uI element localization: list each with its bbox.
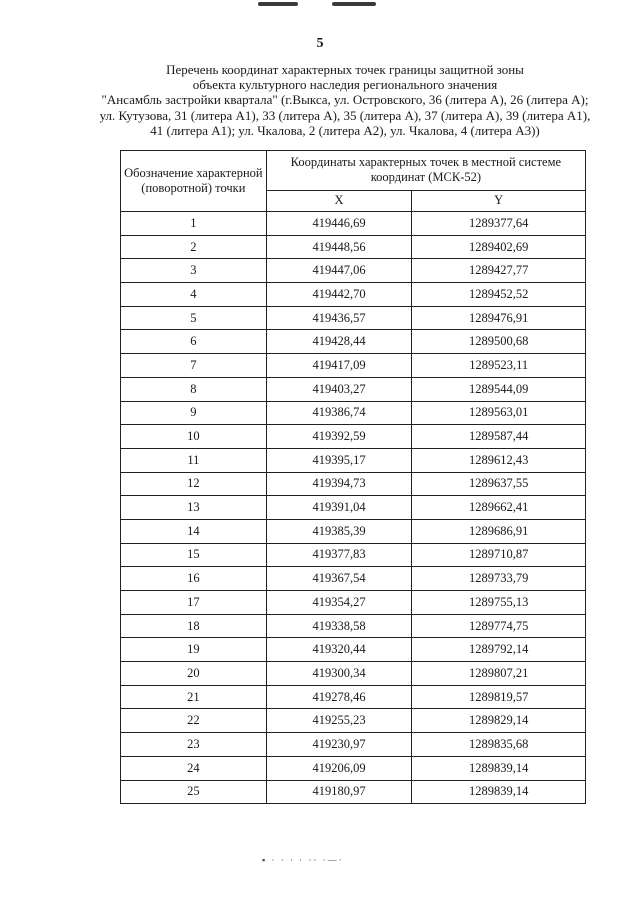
y-cell: 1289476,91	[412, 306, 586, 330]
y-cell: 1289563,01	[412, 401, 586, 425]
y-cell: 1289523,11	[412, 354, 586, 378]
y-cell: 1289427,77	[412, 259, 586, 283]
x-cell: 419385,39	[266, 519, 412, 543]
table-row	[121, 425, 586, 449]
x-cell: 419447,06	[266, 259, 412, 283]
table-row	[121, 780, 586, 804]
table-row	[121, 709, 586, 733]
x-cell: 419206,09	[266, 756, 412, 780]
table-row	[121, 306, 586, 330]
point-cell: 12	[121, 472, 267, 496]
table-row	[121, 472, 586, 496]
table-row	[121, 259, 586, 283]
table-row	[121, 638, 586, 662]
y-cell: 1289774,75	[412, 614, 586, 638]
table-row	[121, 212, 586, 236]
table-row	[121, 662, 586, 686]
x-cell: 419300,34	[266, 662, 412, 686]
table-row	[121, 614, 586, 638]
y-cell: 1289792,14	[412, 638, 586, 662]
heading-line: объекта культурного наследия регионального значения	[192, 77, 498, 93]
table-row	[121, 733, 586, 757]
y-cell: 1289807,21	[412, 662, 586, 686]
point-cell: 14	[121, 519, 267, 543]
y-cell: 1289402,69	[412, 235, 586, 259]
point-cell: 8	[121, 377, 267, 401]
point-cell: 22	[121, 709, 267, 733]
x-cell: 419442,70	[266, 283, 412, 307]
point-cell: 15	[121, 543, 267, 567]
y-cell: 1289733,79	[412, 567, 586, 591]
table-row	[121, 401, 586, 425]
table-row	[121, 283, 586, 307]
table-row	[121, 448, 586, 472]
point-cell: 10	[121, 425, 267, 449]
point-cell: 13	[121, 496, 267, 520]
table-row	[121, 567, 586, 591]
x-column-header: X	[266, 190, 412, 211]
x-cell: 419354,27	[266, 591, 412, 615]
point-column-header: Обозначение характерной (поворотной) точки	[121, 151, 267, 212]
heading-line: Перечень координат характерных точек границы защитной зоны	[166, 62, 524, 77]
y-cell: 1289637,55	[412, 472, 586, 496]
x-cell: 419278,46	[266, 685, 412, 709]
point-cell: 5	[121, 306, 267, 330]
document-heading	[70, 62, 620, 138]
point-cell: 23	[121, 733, 267, 757]
x-cell: 419394,73	[266, 472, 412, 496]
y-cell: 1289377,64	[412, 212, 586, 236]
point-cell: 2	[121, 235, 267, 259]
heading-line: ул. Кутузова, 31 (литера А1), 33 (литера А), 35 (литера А), 37 (литера А), 39 (литера А1),	[99, 107, 591, 123]
x-cell: 419367,54	[266, 567, 412, 591]
table-row	[121, 496, 586, 520]
table-row	[121, 756, 586, 780]
table-row	[121, 235, 586, 259]
x-cell: 419446,69	[266, 212, 412, 236]
y-cell: 1289662,41	[412, 496, 586, 520]
point-cell: 3	[121, 259, 267, 283]
point-cell: 17	[121, 591, 267, 615]
x-cell: 419436,57	[266, 306, 412, 330]
point-cell: 16	[121, 567, 267, 591]
table-row	[121, 330, 586, 354]
y-cell: 1289819,57	[412, 685, 586, 709]
x-cell: 419230,97	[266, 733, 412, 757]
y-cell: 1289839,14	[412, 780, 586, 804]
point-cell: 25	[121, 780, 267, 804]
point-cell: 7	[121, 354, 267, 378]
x-cell: 419395,17	[266, 448, 412, 472]
coordinates-header: Координаты характерных точек в местной системе координат (МСК-52)	[266, 151, 585, 191]
y-cell: 1289686,91	[412, 519, 586, 543]
point-cell: 18	[121, 614, 267, 638]
point-cell: 4	[121, 283, 267, 307]
table-row	[121, 685, 586, 709]
y-cell: 1289710,87	[412, 543, 586, 567]
y-cell: 1289839,14	[412, 756, 586, 780]
x-cell: 419255,23	[266, 709, 412, 733]
point-cell: 9	[121, 401, 267, 425]
y-cell: 1289835,68	[412, 733, 586, 757]
heading-line: 41 (литера А1); ул. Чкалова, 2 (литера А2), ул. Чкалова, 4 (литера А3))	[150, 122, 540, 138]
x-cell: 419417,09	[266, 354, 412, 378]
x-cell: 419338,58	[266, 614, 412, 638]
scan-artifact: ▪ · · · · ·· ·—·	[262, 855, 344, 865]
table-row	[121, 354, 586, 378]
point-cell: 6	[121, 330, 267, 354]
y-cell: 1289755,13	[412, 591, 586, 615]
x-cell: 419180,97	[266, 780, 412, 804]
table-row	[121, 519, 586, 543]
y-cell: 1289829,14	[412, 709, 586, 733]
x-cell: 419386,74	[266, 401, 412, 425]
point-cell: 21	[121, 685, 267, 709]
heading-line: "Ансамбль застройки квартала" (г.Выкса, ул. Островского, 36 (литера А), 26 (литера А);	[101, 92, 589, 108]
x-cell: 419428,44	[266, 330, 412, 354]
page-number: 5	[316, 36, 324, 51]
point-cell: 20	[121, 662, 267, 686]
y-cell: 1289612,43	[412, 448, 586, 472]
x-cell: 419392,59	[266, 425, 412, 449]
y-cell: 1289544,09	[412, 377, 586, 401]
y-column-header: Y	[412, 190, 586, 211]
x-cell: 419377,83	[266, 543, 412, 567]
x-cell: 419320,44	[266, 638, 412, 662]
y-cell: 1289500,68	[412, 330, 586, 354]
table-row	[121, 543, 586, 567]
coordinates-table	[120, 150, 586, 804]
point-cell: 1	[121, 212, 267, 236]
y-cell: 1289452,52	[412, 283, 586, 307]
y-cell: 1289587,44	[412, 425, 586, 449]
x-cell: 419391,04	[266, 496, 412, 520]
table-row	[121, 591, 586, 615]
scan-artifact	[250, 0, 380, 10]
point-cell: 19	[121, 638, 267, 662]
table-row	[121, 377, 586, 401]
x-cell: 419403,27	[266, 377, 412, 401]
point-cell: 24	[121, 756, 267, 780]
point-cell: 11	[121, 448, 267, 472]
x-cell: 419448,56	[266, 235, 412, 259]
